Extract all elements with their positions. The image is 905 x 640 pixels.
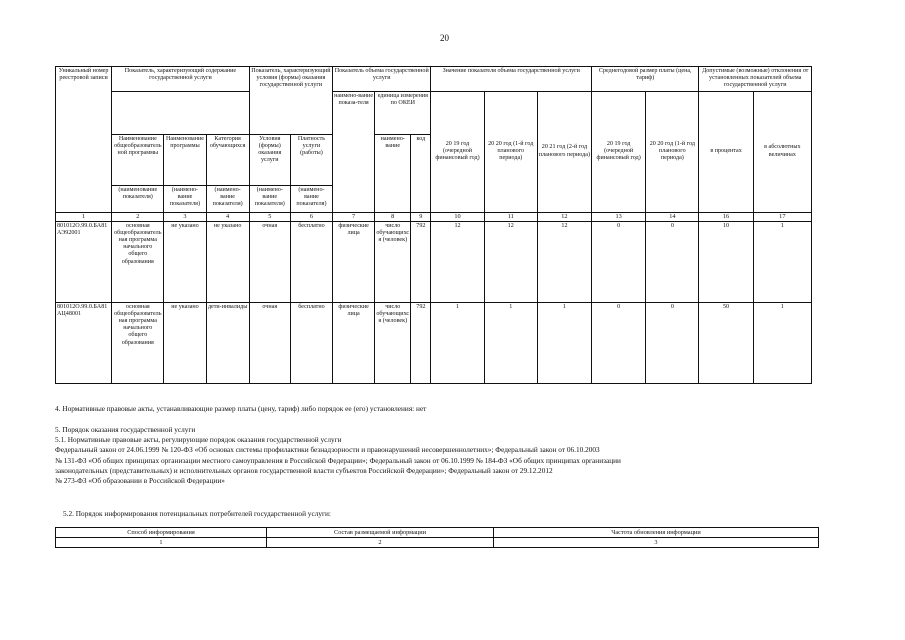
header-year-2021: 20 21 год (2-й год планового периода) bbox=[537, 91, 591, 212]
section-5 bbox=[55, 425, 855, 486]
legal-acts-line: № 131-ФЗ «Об общих принципах организации местного самоуправления в Российской Федерации»; Федеральный закон от 06.10.1999 № 184-ФЗ «Об общих принципах организации bbox=[55, 455, 621, 465]
column-number: 7 bbox=[333, 212, 375, 221]
legal-acts-line: Федеральный закон от 24.06.1999 № 120-ФЗ «Об основах системы профилактики безнадзорности и правонарушений несовершеннолетних»; Федеральный закон от 06.10.2003 bbox=[55, 445, 600, 455]
forms-cell: очная bbox=[249, 221, 290, 302]
informing-table bbox=[55, 527, 819, 548]
column-number: 3 bbox=[164, 212, 206, 221]
payment-cell: бесплатно bbox=[290, 302, 332, 383]
column-number: 11 bbox=[484, 212, 537, 221]
fee-2020-cell: 0 bbox=[646, 221, 699, 302]
header-year-2020: 20 20 год (1-й год планового периода) bbox=[484, 91, 537, 212]
header-year-2019: 20 19 год (очередной финансовый год) bbox=[431, 91, 484, 212]
code-cell: 792 bbox=[411, 302, 431, 383]
header-indicator-name-1: (наименование показателя) bbox=[112, 185, 164, 212]
column-number: 6 bbox=[290, 212, 332, 221]
header-avg-fee: Среднегодовой размер платы (цена, тариф) bbox=[592, 67, 699, 92]
registry-number: 801012О.99.0.БА81АЭ92001 bbox=[56, 221, 112, 302]
payment-cell: бесплатно bbox=[290, 221, 332, 302]
header-unit-okei: единица измерения по ОКЕИ bbox=[375, 91, 431, 134]
unit-cell: число обучающихся (человек) bbox=[375, 302, 411, 383]
program-cell: основная общеобразовательная программа начального общего образования bbox=[112, 302, 164, 383]
column-number: 14 bbox=[646, 212, 699, 221]
indicator-cell: физические лица bbox=[333, 302, 375, 383]
table-row bbox=[56, 302, 812, 383]
section-5-title: 5. Порядок оказания государственной услуги bbox=[55, 425, 196, 434]
programs-cell: не указано bbox=[164, 221, 206, 302]
column-number: 1 bbox=[56, 212, 112, 221]
deviation-percent-cell: 10 bbox=[699, 221, 753, 302]
header-volume-name: наимено-вание показа-теля bbox=[333, 91, 375, 212]
column-number: 8 bbox=[375, 212, 411, 221]
column-number: 2 bbox=[112, 212, 164, 221]
header-payment: Платность услуги (работы) bbox=[290, 134, 332, 185]
header-forms: Условия (формы) оказания услуги bbox=[249, 134, 290, 185]
deviation-percent-cell: 50 bbox=[699, 302, 753, 383]
program-cell: основная общеобразовательная программа начального общего образования bbox=[112, 221, 164, 302]
header-indicator-name-3: (наимено-вание показателя) bbox=[206, 185, 249, 212]
header-unit-code: код bbox=[411, 134, 431, 212]
header-indicator-name-5: (наимено-вание показателя) bbox=[290, 185, 332, 212]
informing-column-number: 2 bbox=[267, 538, 494, 548]
column-number: 9 bbox=[411, 212, 431, 221]
informing-column-number: 1 bbox=[56, 538, 267, 548]
indicator-cell: физические лица bbox=[333, 221, 375, 302]
service-volume-table bbox=[55, 66, 812, 384]
unit-cell: число обучающихся (человек) bbox=[375, 221, 411, 302]
column-number: 5 bbox=[249, 212, 290, 221]
table-row bbox=[56, 221, 812, 302]
section-4-text: 4. Нормативные правовые акты, устанавливающие размер платы (цену, тариф) либо порядок ее (его) установления: нет bbox=[55, 404, 427, 413]
registry-number: 801012О.99.0.БА81АЦ48001 bbox=[56, 302, 112, 383]
section-5-1-title: 5.1. Нормативные правовые акты, регулирующие порядок оказания государственной услуги bbox=[55, 435, 342, 445]
value-2021-cell: 1 bbox=[537, 302, 591, 383]
legal-acts-line: № 273-ФЗ «Об образовании в Российской Федерации» bbox=[55, 476, 225, 486]
fee-2020-cell: 0 bbox=[646, 302, 699, 383]
header-conditions-indicator: Показатель, характеризующий условия (формы) оказания государственной услуги bbox=[249, 67, 332, 135]
informing-header-frequency: Частота обновления информации bbox=[494, 528, 819, 538]
section-5-2-title: 5.2. Порядок информирования потенциальных потребителей государственной услуги: bbox=[63, 509, 331, 518]
header-indicator-name-2: (наимено-вание показателя) bbox=[164, 185, 206, 212]
legal-acts-line: законодательных (представительных) и исполнительных органов государственной власти субъектов Российской Федерации»; Федеральный закон от 29.12.2012 bbox=[55, 465, 553, 475]
deviation-absolute-cell: 1 bbox=[753, 221, 811, 302]
page-number: 20 bbox=[440, 33, 449, 43]
header-deviations: Допустимые (возможные) отклонения от установленных показателей объема государственной услуги bbox=[699, 67, 812, 92]
informing-header-content: Состав размещаемой информации bbox=[267, 528, 494, 538]
category-cell: не указано bbox=[206, 221, 249, 302]
column-number: 4 bbox=[206, 212, 249, 221]
header-unit-name: наимено-вание bbox=[375, 134, 411, 212]
value-2019-cell: 1 bbox=[431, 302, 484, 383]
header-category: Категория обучающихся bbox=[206, 134, 249, 185]
fee-2019-cell: 0 bbox=[592, 302, 646, 383]
column-number: 12 bbox=[537, 212, 591, 221]
header-content-indicator: Показатель, характеризующий содержание государственной услуги bbox=[112, 67, 250, 92]
informing-header-method: Способ информирования bbox=[56, 528, 267, 538]
header-volume-indicator: Показатель объема государственной услуги bbox=[333, 67, 431, 92]
header-fee-2020: 20 20 год (1-й год планового периода) bbox=[646, 91, 699, 212]
column-number: 10 bbox=[431, 212, 484, 221]
column-numbers-row bbox=[56, 212, 812, 221]
informing-column-number: 3 bbox=[494, 538, 819, 548]
header-unique-number: Уникальный номер реестровой записи bbox=[56, 67, 112, 213]
code-cell: 792 bbox=[411, 221, 431, 302]
header-dev-absolute: в абсолютных величинах bbox=[753, 91, 811, 212]
column-number: 16 bbox=[699, 212, 753, 221]
column-number: 13 bbox=[592, 212, 646, 221]
header-programs: Наименование программы bbox=[164, 134, 206, 185]
fee-2019-cell: 0 bbox=[592, 221, 646, 302]
header-content-spacer bbox=[112, 91, 250, 134]
programs-cell: не указано bbox=[164, 302, 206, 383]
value-2019-cell: 12 bbox=[431, 221, 484, 302]
header-fee-2019: 20 19 год (очередной финансовый год) bbox=[592, 91, 646, 212]
header-program-name: Наименование общеобразовательной программы bbox=[112, 134, 164, 185]
value-2020-cell: 12 bbox=[484, 221, 537, 302]
value-2020-cell: 1 bbox=[484, 302, 537, 383]
category-cell: дети-инвалиды bbox=[206, 302, 249, 383]
column-number: 17 bbox=[753, 212, 811, 221]
value-2021-cell: 12 bbox=[537, 221, 591, 302]
deviation-absolute-cell: 1 bbox=[753, 302, 811, 383]
forms-cell: очная bbox=[249, 302, 290, 383]
header-dev-percent: в процентах bbox=[699, 91, 753, 212]
header-indicator-name-4: (наимено-вание показателя) bbox=[249, 185, 290, 212]
header-volume-values: Значение показателя объема государственной услуги bbox=[431, 67, 592, 92]
